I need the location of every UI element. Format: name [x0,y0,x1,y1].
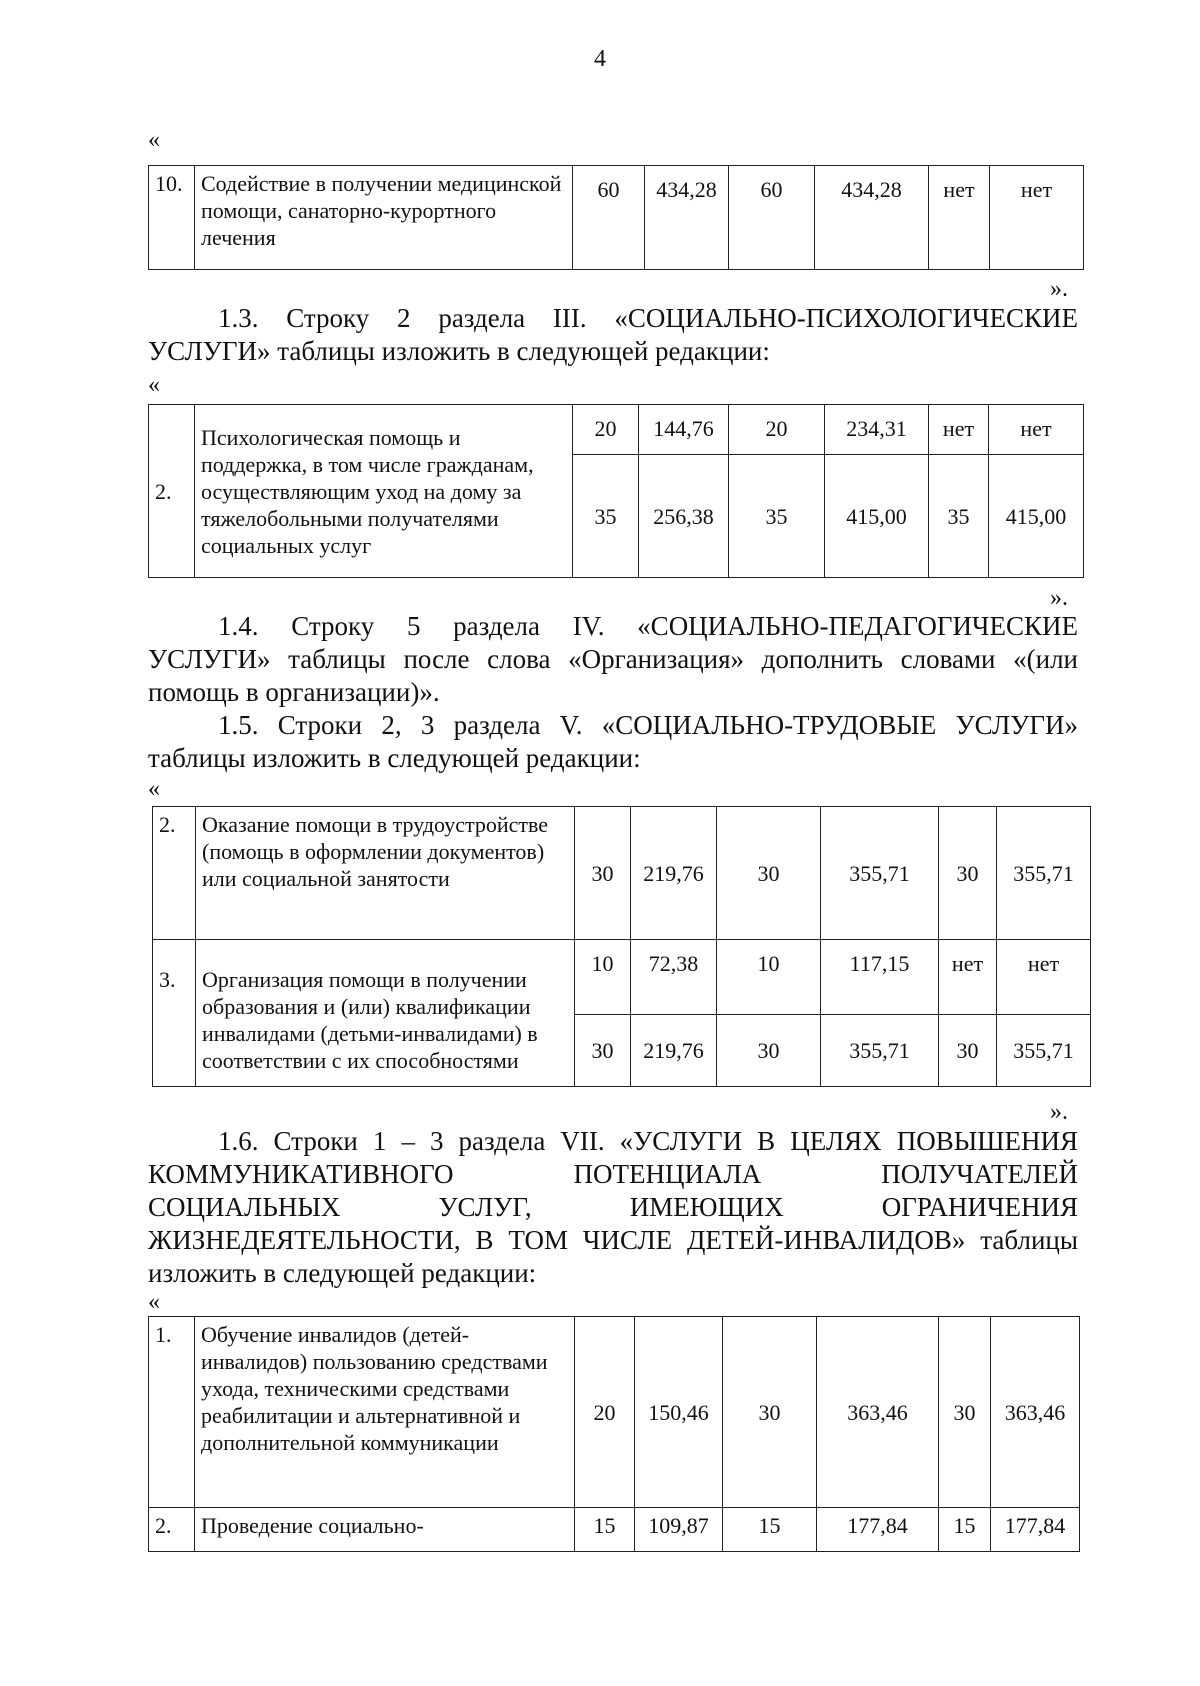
cell-value: 30 [939,1015,997,1087]
cell-value: 177,84 [817,1508,939,1552]
cell-value: 30 [939,807,997,940]
cell-value: нет [929,405,989,455]
table-2 [148,404,1084,578]
paragraph-line: УСЛУГИ» таблицы изложить в следующей редакции: [148,336,770,366]
cell-value: 15 [939,1508,991,1552]
cell-value: 10 [575,940,631,1015]
row-index: 2. [149,405,195,578]
paragraph-1-4 [148,610,1078,709]
cell-value: 363,46 [817,1317,939,1508]
cell-value: 30 [717,807,821,940]
quote-close: ». [1050,585,1068,611]
table-row [149,1508,1080,1552]
service-name: Обучение инвалидов (детей-инвалидов) пользованию средствами ухода, техническими средствами реабилитации и альтернативной и дополнительной коммуникации [195,1317,575,1508]
cell-value: 60 [573,166,645,270]
paragraph-line: 1.6. Строки 1 – 3 раздела VII. «УСЛУГИ В ЦЕЛЯХ ПОВЫШЕНИЯ [218,1126,1078,1156]
service-name: Психологическая помощь и поддержка, в том числе гражданам, осуществляющим уход на дому за тяжелобольными получателями социальных услуг [195,405,573,578]
cell-value: 109,87 [635,1508,723,1552]
quote-open: « [148,372,160,398]
cell-value: 355,71 [997,1015,1091,1087]
cell-value: 35 [729,455,825,578]
table-1 [148,165,1084,270]
cell-value: 72,38 [631,940,717,1015]
quote-open: « [148,1289,160,1315]
cell-value: 434,28 [815,166,929,270]
cell-value: 20 [729,405,825,455]
cell-value: 219,76 [631,1015,717,1087]
table-row [153,940,1091,1015]
cell-value: 434,28 [645,166,729,270]
cell-value: 15 [723,1508,817,1552]
cell-value: нет [989,405,1084,455]
cell-value: 30 [575,807,631,940]
paragraph-line: КОММУНИКАТИВНОГО ПОТЕНЦИАЛА ПОЛУЧАТЕЛЕЙ [148,1159,1078,1189]
cell-value: 15 [575,1508,635,1552]
cell-value: 355,71 [821,1015,939,1087]
table-3 [152,806,1091,1087]
quote-close: ». [1050,1099,1068,1125]
paragraph-line: 1.4. Строку 5 раздела IV. «СОЦИАЛЬНО-ПЕДАГОГИЧЕСКИЕ [218,611,1078,641]
paragraph-1-3 [148,302,1078,368]
cell-value: 35 [573,455,639,578]
cell-value: 150,46 [635,1317,723,1508]
cell-value: 144,76 [639,405,729,455]
service-name: Организация помощи в получении образования и (или) квалификации инвалидами (детьми-инвалидами) в соответствии с их способностями [196,940,575,1087]
cell-value: 30 [575,1015,631,1087]
paragraph-line: изложить в следующей редакции: [148,1258,537,1288]
cell-value: 234,31 [825,405,929,455]
cell-value: 355,71 [821,807,939,940]
service-name: Оказание помощи в трудоустройстве (помощь в оформлении документов) или социальной занятости [196,807,575,940]
quote-open: « [148,776,160,802]
table-row [149,166,1084,270]
table-row [149,1317,1080,1508]
service-name: Содействие в получении медицинской помощи, санаторно-курортного лечения [195,166,573,270]
table-row [149,405,1084,455]
row-index: 2. [149,1508,195,1552]
cell-value: 415,00 [825,455,929,578]
row-index: 3. [153,940,196,1087]
row-index: 10. [149,166,195,270]
cell-value: 60 [729,166,815,270]
cell-value: 256,38 [639,455,729,578]
cell-value: 35 [929,455,989,578]
paragraph-1-5 [148,709,1078,775]
row-index: 1. [149,1317,195,1508]
paragraph-line: 1.3. Строку 2 раздела III. «СОЦИАЛЬНО-ПСИХОЛОГИЧЕСКИЕ [218,303,1078,333]
cell-value: 20 [573,405,639,455]
paragraph-line: помощь в организации)». [148,677,440,707]
paragraph-1-6 [148,1125,1078,1290]
cell-value: 415,00 [989,455,1084,578]
cell-value: нет [939,940,997,1015]
table-row [153,807,1091,940]
paragraph-line: ЖИЗНЕДЕЯТЕЛЬНОСТИ, В ТОМ ЧИСЛЕ ДЕТЕЙ-ИНВАЛИДОВ» таблицы [148,1225,1078,1255]
cell-value: 117,15 [821,940,939,1015]
cell-value: нет [990,166,1084,270]
service-name: Проведение социально- [195,1508,575,1552]
cell-value: нет [997,940,1091,1015]
cell-value: 20 [575,1317,635,1508]
quote-close: ». [1050,276,1068,302]
cell-value: нет [929,166,990,270]
cell-value: 355,71 [997,807,1091,940]
quote-open: « [148,127,160,153]
paragraph-line: УСЛУГИ» таблицы после слова «Организация» дополнить словами «(или [148,644,1078,674]
row-index: 2. [153,807,196,940]
paragraph-line: 1.5. Строки 2, 3 раздела V. «СОЦИАЛЬНО-ТРУДОВЫЕ УСЛУГИ» [218,710,1078,740]
cell-value: 30 [717,1015,821,1087]
cell-value: 219,76 [631,807,717,940]
page-number: 4 [594,46,606,72]
paragraph-line: СОЦИАЛЬНЫХ УСЛУГ, ИМЕЮЩИХ ОГРАНИЧЕНИЯ [148,1192,1078,1222]
cell-value: 10 [717,940,821,1015]
cell-value: 363,46 [991,1317,1080,1508]
cell-value: 30 [939,1317,991,1508]
paragraph-line: таблицы изложить в следующей редакции: [148,743,641,773]
cell-value: 30 [723,1317,817,1508]
cell-value: 177,84 [991,1508,1080,1552]
table-4 [148,1316,1080,1552]
